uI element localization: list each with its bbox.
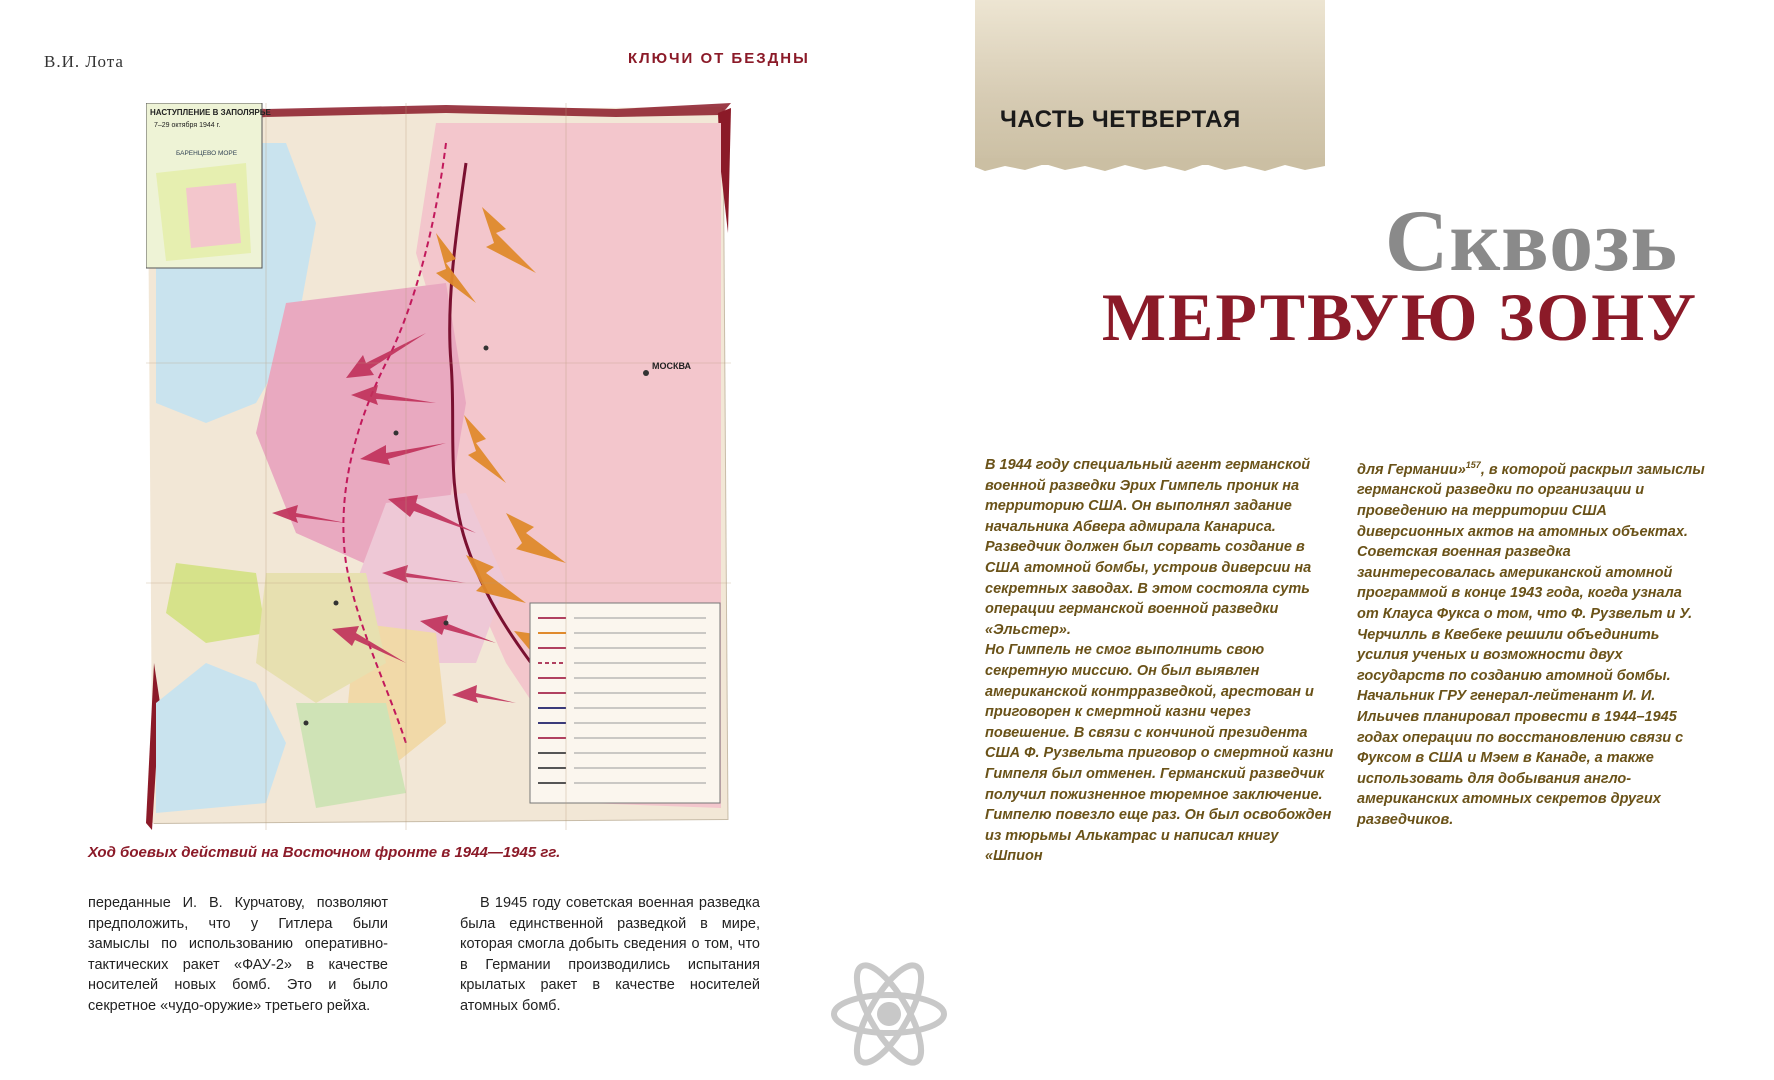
running-header-book-title: КЛЮЧИ ОТ БЕЗДНЫ bbox=[628, 50, 810, 67]
eastern-front-map bbox=[146, 103, 731, 830]
map-caption: Ход боевых действий на Восточном фронте в 1944—1945 гг. bbox=[88, 844, 561, 861]
inset-dates: 7–29 октября 1944 г. bbox=[154, 122, 221, 129]
intro-paragraph: Разведчик должен был сорвать создание в США атомной бомбы, устроив диверсии на секретных заводах. В этом состояла суть операции германской военной разведки «Эльстер». bbox=[985, 539, 1312, 638]
intro-paragraph: В 1944 году специальный агент германской военной разведки Эрих Гимпель проник на территорию США. Он выполнял задание начальника Абвера адмирала Канариса. bbox=[985, 457, 1311, 535]
intro-paragraph: Начальник ГРУ генерал-лейтенант И. И. Ильичев планировал провести в 1944–1945 годах операции по восстановлению связи с Фуксом в США и Мэем в Канаде, а также использовать для добывания англо-американских атомных секретов других разведчиков. bbox=[1357, 688, 1684, 828]
footnote-marker: 157 bbox=[1465, 460, 1481, 470]
intro-column-1 bbox=[985, 455, 1335, 867]
intro-paragraph-continued bbox=[1357, 455, 1707, 542]
left-body-paragraph: переданные И. В. Курчатову, позволяют предположить, что у Гитлера были замыслы по использованию оперативно-тактических ракет «ФАУ-2» в качестве носителей новых бомб. Это и было секретное «чудо-оружие» третьего рейха. bbox=[88, 895, 388, 1014]
intro-paragraph: Советская военная разведка заинтересовалась американской атомной программой в конце 1943 года, когда узнала от Клауса Фукса о том, что Ф. Рузвельт и У. Черчилль в Квебеке решили объединить усилия ученых и возможности двух государств по созданию атомной бомбы. bbox=[1357, 544, 1693, 684]
city-label-moscow: МОСКВА bbox=[652, 361, 692, 371]
left-body-column-2 bbox=[460, 893, 760, 1016]
intro-continued-text: для Германии» bbox=[1357, 461, 1466, 478]
intro-continued-text: , в которой раскрыл замыслы германской разведки по организации и проведению на территории США диверсионных актов на атомных объектах. bbox=[1357, 461, 1705, 540]
chapter-title-line-2: МЕРТВУЮ ЗОНУ bbox=[1101, 279, 1698, 355]
atom-icon bbox=[827, 955, 951, 1073]
map-illustration bbox=[146, 103, 731, 830]
intro-column-2 bbox=[1357, 455, 1707, 831]
part-banner bbox=[975, 0, 1325, 165]
inset-sea-label: БАРЕНЦЕВО МОРЕ bbox=[176, 150, 238, 157]
chapter-title-line-1: Сквозь bbox=[1384, 193, 1678, 290]
left-body-paragraph: В 1945 году советская военная разведка была единственной разведкой в мире, которая смогла добыть сведения о том, что в Германии производились испытания крылатых ракет в качестве носителей атомных бомб. bbox=[460, 895, 760, 1014]
inset-title: НАСТУПЛЕНИЕ В ЗАПОЛЯРЬЕ bbox=[150, 108, 271, 117]
part-label: ЧАСТЬ ЧЕТВЕРТАЯ bbox=[1000, 106, 1241, 133]
torn-paper-edge bbox=[975, 158, 1325, 174]
intro-paragraph: Гимпелю повезло еще раз. Он был освобожден из тюрьмы Алькатрас и написал книгу «Шпион bbox=[985, 807, 1332, 865]
intro-paragraph: Но Гимпель не смог выполнить свою секретную миссию. Он был выявлен американской контрразведкой, арестован и приговорен к смертной казни через повешение. В связи с кончиной президента США Ф. Рузвельта приговор о смертной казни Гимпеля был отменен. Германский разведчик получил пожизненное тюремное заключение. bbox=[985, 642, 1334, 803]
left-body-column-1 bbox=[88, 893, 388, 1016]
running-header-author: В.И. Лота bbox=[44, 52, 124, 71]
